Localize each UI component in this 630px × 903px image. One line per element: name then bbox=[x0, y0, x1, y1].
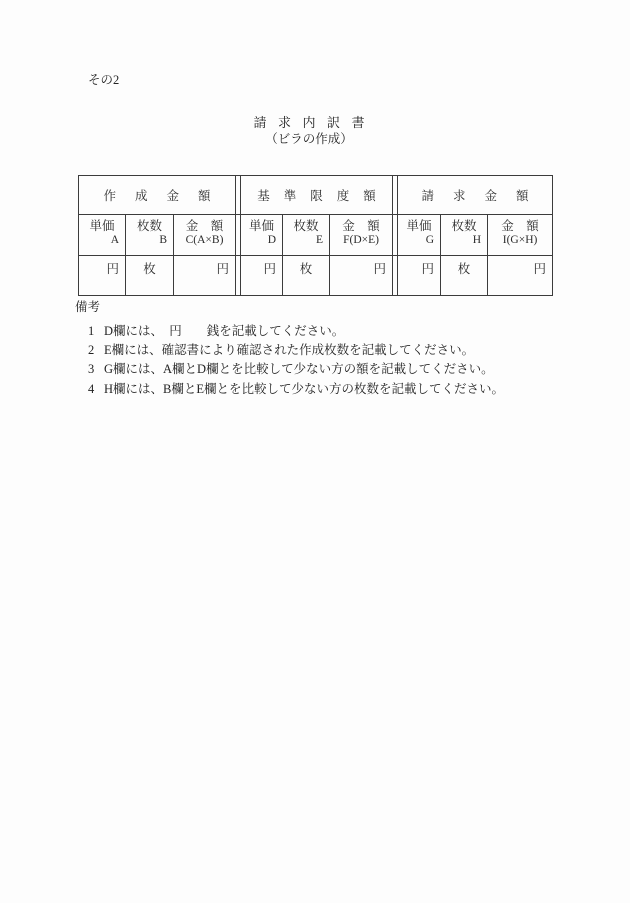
col-header-count-e: 枚数 E bbox=[283, 215, 330, 256]
entry-cell-d-yen: 円 bbox=[241, 256, 283, 296]
entry-cell-e-sheets: 枚 bbox=[283, 256, 330, 296]
document-title-text: 請求内訳書 bbox=[253, 115, 376, 130]
entry-cell-g-yen: 円 bbox=[398, 256, 441, 296]
col-header-amount-c: 金 額 C(A×B) bbox=[174, 215, 236, 256]
entry-row bbox=[79, 256, 553, 296]
group-header-creation-amount: 作成金額 bbox=[79, 176, 236, 215]
entry-cell-a-yen: 円 bbox=[79, 256, 126, 296]
col-header-count-b: 枚数 B bbox=[126, 215, 174, 256]
document-title bbox=[0, 114, 618, 131]
remark-item-4: 4 H欄には、B欄とE欄とを比較して少ない方の枚数を記載してください。 bbox=[88, 381, 505, 396]
col-header-unit-price-g: 単価 G bbox=[398, 215, 441, 256]
entry-cell-b-sheets: 枚 bbox=[126, 256, 174, 296]
entry-cell-h-sheets: 枚 bbox=[441, 256, 488, 296]
remark-item-1: 1 D欄には、 円 銭を記載してください。 bbox=[88, 324, 345, 338]
col-header-amount-f: 金 額 F(D×E) bbox=[330, 215, 393, 256]
group-header-standard-limit: 基準限度額 bbox=[241, 176, 393, 215]
entry-cell-f-yen: 円 bbox=[330, 256, 393, 296]
group-header-row bbox=[79, 176, 553, 215]
col-header-unit-price-d: 単価 D bbox=[241, 215, 283, 256]
column-header-row bbox=[79, 215, 553, 256]
remarks-list bbox=[75, 322, 504, 399]
remarks-heading: 備考 bbox=[75, 300, 101, 314]
group-header-billing-amount: 請求金額 bbox=[398, 176, 553, 215]
invoice-breakdown-table bbox=[78, 175, 553, 296]
remarks-section bbox=[75, 300, 504, 399]
col-header-amount-i: 金 額 I(G×H) bbox=[488, 215, 553, 256]
document-subtitle: （ビラの作成） bbox=[265, 132, 353, 146]
remark-item-2: 2 E欄には、確認書により確認された作成枚数を記載してください。 bbox=[88, 343, 475, 358]
page-label: その2 bbox=[88, 73, 120, 87]
col-header-unit-price-a: 単価 A bbox=[79, 215, 126, 256]
title-block bbox=[0, 114, 618, 148]
remark-item-3: 3 G欄には、A欄とD欄とを比較して少ない方の額を記載してください。 bbox=[88, 362, 494, 377]
col-header-count-h: 枚数 H bbox=[441, 215, 488, 256]
entry-cell-c-yen: 円 bbox=[174, 256, 236, 296]
entry-cell-i-yen: 円 bbox=[488, 256, 553, 296]
